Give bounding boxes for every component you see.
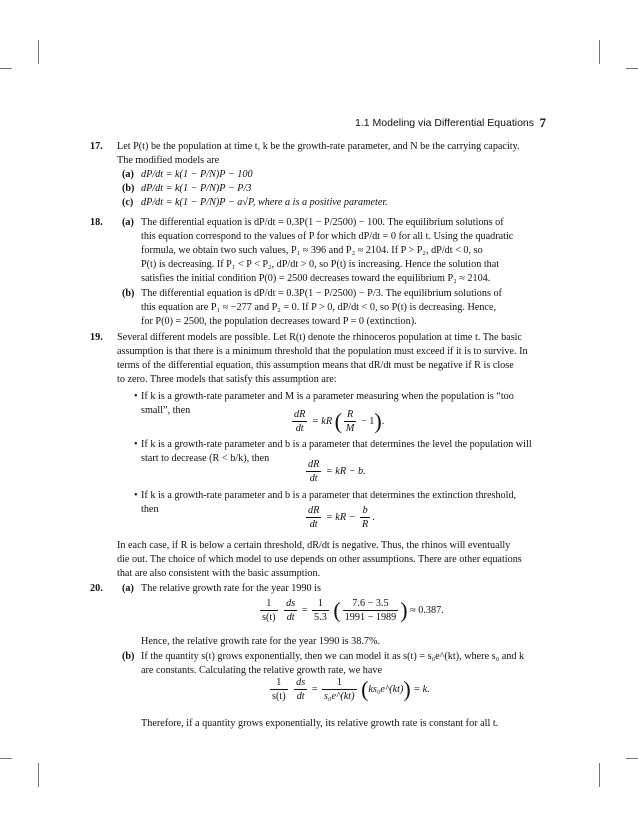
- crop-mark: [38, 763, 39, 787]
- text-line: If k is a growth-rate parameter and b is a parameter that determines the level the population will: [141, 439, 532, 450]
- fraction-numerator: 7.6 − 3.5: [343, 597, 399, 611]
- text-line: start to decrease (R < b/k), then: [141, 453, 270, 464]
- fraction-denominator: R: [362, 519, 369, 530]
- section-title: 1.1 Modeling via Differential Equations: [355, 117, 534, 129]
- text-line: small”, then: [141, 405, 191, 416]
- fraction-numerator: 1: [260, 597, 278, 611]
- text-line: In each case, if R is below a certain threshold, dR/dt is negative. Thus, the rhinos will eventually: [117, 540, 511, 551]
- text-line: this equation are P₁ ≈ −277 and P₂ = 0. If P > 0, dP/dt < 0, so P(t) is decreasing. Hence,: [141, 302, 497, 313]
- item-label: (a): [122, 583, 134, 594]
- problem-number: 19.: [90, 332, 103, 343]
- fraction-numerator: ds: [296, 677, 306, 688]
- fraction-denominator: 5.3: [314, 612, 327, 623]
- fraction-denominator: dt: [309, 473, 318, 484]
- text-line: The relative growth rate for the year 1990 is: [141, 583, 321, 594]
- fraction-numerator: dR: [294, 409, 306, 420]
- text-line: die out. The choice of which model to use depends on other assumptions. There are other equations: [117, 554, 522, 565]
- bullet: •: [134, 439, 138, 450]
- problem-number: 17.: [90, 141, 103, 152]
- crop-mark: [599, 40, 600, 64]
- equation: $\frac{1}{s(t)}$ $\frac{ds}{dt}$ = $\frac{1}{\text{s₀e\textasciicircum{}(kt)}}$ (ks₀e^(kt)) = k.: [272, 676, 430, 702]
- problem-number: 20.: [90, 583, 103, 594]
- fraction-denominator: dt: [295, 423, 304, 434]
- equation: $\frac{dR}{dt}$ = kR ( $\frac{R}{M}$ − 1).: [294, 408, 385, 434]
- equation: $\frac{1}{s(t)}$ $\frac{ds}{dt}$ = $\frac{1}{5.3}$ ( $\frac{7.6 - 3.5}{1991 - 1989}$ ) ≈ 0.387.: [262, 597, 444, 623]
- equation-text: = kR − b.: [325, 466, 366, 477]
- crop-mark: [38, 40, 39, 64]
- item-label: (a): [122, 217, 134, 228]
- fraction-denominator: dt: [286, 612, 295, 623]
- text-line: Several different models are possible. Let R(t) denote the rhinoceros population at time t. The basic: [117, 332, 523, 343]
- fraction-denominator: M: [345, 423, 355, 434]
- equation-text: = kR: [311, 416, 333, 427]
- fraction-denominator: 1991 − 1989: [344, 612, 397, 623]
- item-label: (b): [122, 651, 135, 662]
- fraction-denominator: dt: [309, 519, 318, 530]
- item-label: (b): [122, 288, 135, 299]
- model-equation: dP/dt = k(1 − P/N)P − 100: [141, 169, 253, 180]
- crop-mark: [626, 68, 638, 69]
- fraction-numerator: 1: [322, 676, 356, 690]
- equation-text: ks₀e^(kt): [368, 684, 404, 695]
- equation-text: − 1: [360, 416, 375, 427]
- model-equation: dP/dt = k(1 − P/N)P − P/3: [141, 183, 252, 194]
- bullet: •: [134, 391, 138, 402]
- equation-result: = k.: [413, 684, 430, 695]
- fraction-denominator: s₀e^(kt): [324, 691, 355, 702]
- text-line: then: [141, 504, 159, 515]
- fraction-numerator: dR: [308, 459, 320, 470]
- text-line: Therefore, if a quantity grows exponentially, its relative growth rate is constant for all t.: [141, 718, 499, 729]
- fraction-numerator: 1: [312, 597, 329, 611]
- crop-mark: [0, 758, 12, 759]
- crop-mark: [599, 763, 600, 787]
- text-line: to zero. Three models that satisfy this assumption are:: [117, 374, 337, 385]
- text-line: this equation correspond to the values of P for which dP/dt = 0 for all t. Using the quadratic: [141, 231, 514, 242]
- text-line: are constants. Calculating the relative growth rate, we have: [141, 665, 383, 676]
- fraction-denominator: s(t): [262, 612, 276, 623]
- text-line: Let P(t) be the population at time t, k be the growth-rate parameter, and N be the carrying capacity.: [117, 141, 520, 152]
- fraction-numerator: b: [360, 504, 370, 518]
- text-line: If k is a growth-rate parameter and b is a parameter that determines the extinction threshold,: [141, 490, 517, 501]
- fraction-numerator: R: [344, 408, 357, 422]
- fraction-denominator: s(t): [272, 691, 286, 702]
- text-line: P(t) is decreasing. If P₁ < P < P₂, dP/dt > 0, so P(t) is increasing. Hence the solution that: [141, 259, 500, 270]
- equation: $\frac{dR}{dt}$ = kR − $\frac{b}{R}$ .: [308, 505, 375, 530]
- text-line: The modified models are: [117, 155, 220, 166]
- text-line: If k is a growth-rate parameter and M is a parameter measuring when the population is “too: [141, 391, 514, 402]
- fraction-numerator: ds: [286, 598, 296, 609]
- crop-mark: [0, 68, 12, 69]
- text-line: The differential equation is dP/dt = 0.3P(1 − P/2500) − 100. The equilibrium solutions of: [141, 217, 504, 228]
- text-line: assumption is that there is a minimum threshold that the population must exceed if it is to survive. In: [117, 346, 528, 357]
- page-number: 7: [539, 115, 546, 130]
- bullet: •: [134, 490, 138, 501]
- text-line: satisfies the initial condition P(0) = 2500 decreases toward the equilibrium P₂ ≈ 2104.: [141, 273, 491, 284]
- text-line: If the quantity s(t) grows exponentially, then we can model it as s(t) = s₀e^(kt), where s₀ and k: [141, 651, 525, 662]
- running-header: [0, 116, 638, 132]
- item-label: (c): [122, 197, 134, 208]
- text-line: formula, we obtain two such values, P₁ ≈ 396 and P₂ ≈ 2104. If P > P₂, dP/dt < 0, so: [141, 245, 483, 256]
- problem-number: 18.: [90, 217, 103, 228]
- equation: [304, 458, 366, 485]
- crop-mark: [626, 758, 638, 759]
- model-equation: dP/dt = k(1 − P/N)P − a√P, where a is a positive parameter.: [141, 197, 388, 208]
- fraction-denominator: dt: [296, 691, 305, 702]
- equation-result: ≈ 0.387.: [410, 605, 444, 616]
- fraction-numerator: dR: [308, 505, 320, 516]
- text-line: for P(0) = 2500, the population decreases toward P = 0 (extinction).: [141, 316, 417, 327]
- text-line: that are also consistent with the basic assumption.: [117, 568, 321, 579]
- text-line: The differential equation is dP/dt = 0.3P(1 − P/2500) − P/3. The equilibrium solutions of: [141, 288, 502, 299]
- equation-text: = kR −: [325, 512, 356, 523]
- text-line: terms of the differential equation, this assumption means that dR/dt must be negative if R is close: [117, 360, 514, 371]
- item-label: (a): [122, 169, 134, 180]
- text-line: Hence, the relative growth rate for the year 1990 is 38.7%.: [141, 636, 381, 647]
- fraction-numerator: 1: [270, 676, 288, 690]
- item-label: (b): [122, 183, 135, 194]
